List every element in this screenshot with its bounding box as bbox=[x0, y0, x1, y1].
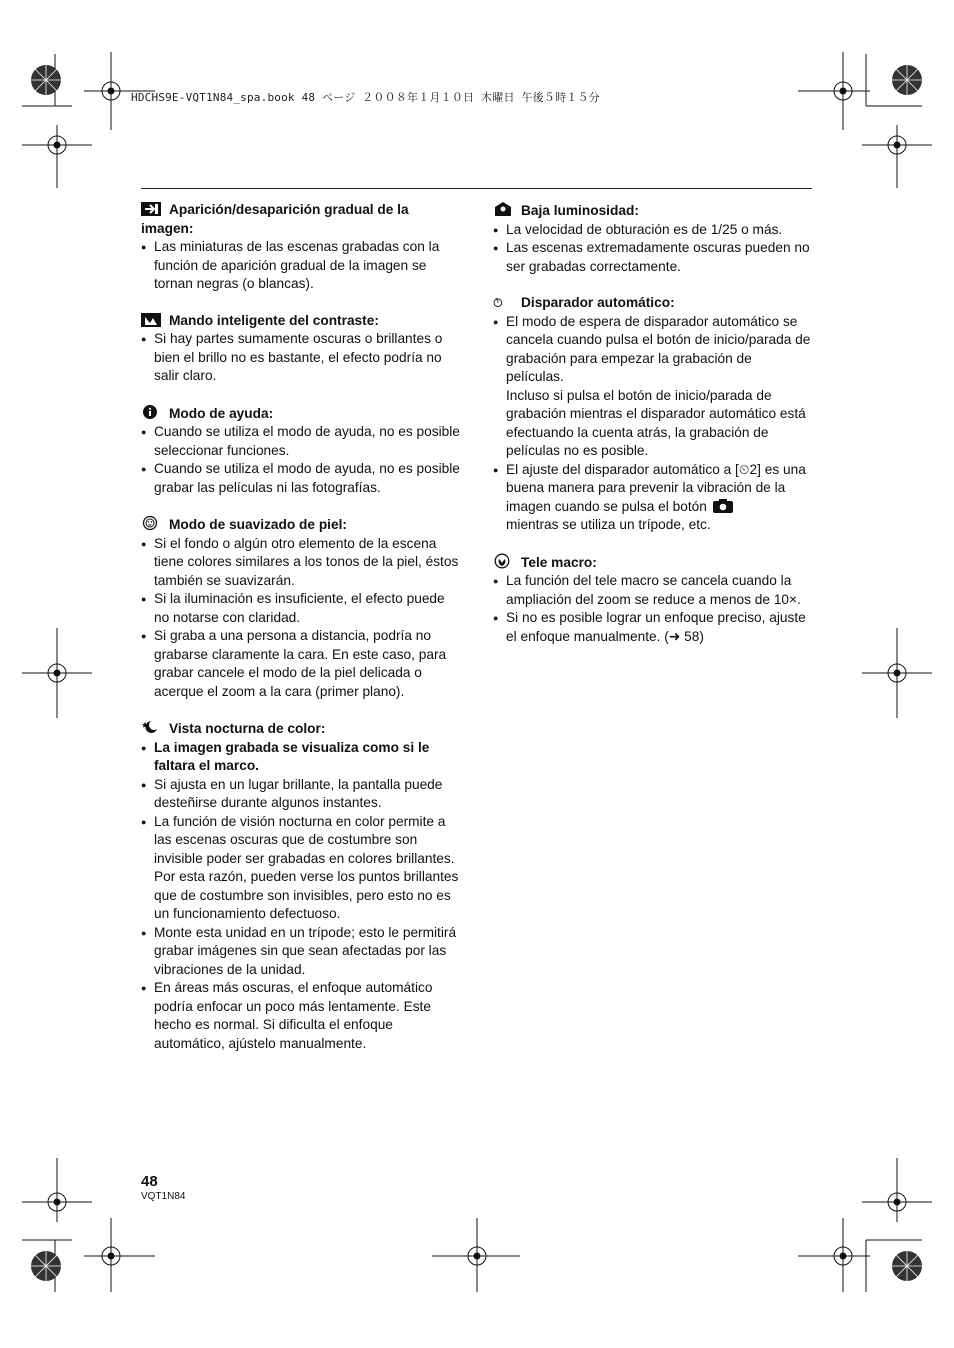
bullet-list bbox=[141, 535, 461, 702]
list-item-text: Si la iluminación es insuficiente, el efecto puede no notarse con claridad. bbox=[154, 591, 445, 625]
section-title bbox=[493, 294, 813, 313]
section bbox=[141, 719, 461, 1053]
camera-icon bbox=[713, 499, 733, 513]
document-code: VQT1N84 bbox=[141, 1191, 186, 1202]
low-light-icon bbox=[493, 201, 513, 215]
contrast-icon bbox=[141, 313, 161, 327]
self-timer-icon bbox=[493, 295, 513, 309]
section-title-text: Vista nocturna de color: bbox=[169, 721, 326, 736]
list-item-text: En áreas más oscuras, el enfoque automático podría enfocar un poco más lentamente. Este hecho es normal. Si dificulta el enfoque automático, ajústelo manualmente. bbox=[154, 980, 433, 1051]
list-item bbox=[493, 609, 813, 646]
section bbox=[141, 404, 461, 498]
list-item-text: Si no es posible lograr un enfoque preciso, ajuste el enfoque manualmente. (➜ 58) bbox=[506, 610, 806, 644]
list-item-text: La imagen grabada se visualiza como si le faltara el marco. bbox=[154, 739, 430, 773]
list-item-text: Las escenas extremadamente oscuras pueden no ser grabadas correctamente. bbox=[506, 240, 810, 274]
section-title bbox=[141, 719, 461, 739]
list-item bbox=[493, 221, 813, 240]
tele-macro-icon bbox=[493, 553, 513, 567]
list-item-text: Si graba a una persona a distancia, podría no grabarse claramente la cara. En este caso, para grabar cancele el modo de la piel delicada o acerque el zoom a la cara (primer plano). bbox=[154, 628, 447, 699]
section-title-text: Disparador automático: bbox=[521, 295, 675, 310]
section-title-text: Baja luminosidad: bbox=[521, 203, 639, 218]
section bbox=[141, 201, 461, 294]
help-icon bbox=[141, 404, 161, 418]
left-column bbox=[141, 201, 461, 1071]
list-item bbox=[493, 313, 813, 387]
list-item bbox=[141, 739, 461, 776]
section-title bbox=[141, 404, 461, 424]
list-item bbox=[493, 572, 813, 609]
skin-soften-icon bbox=[141, 515, 161, 529]
list-item-text: Monte esta unidad en un trípode; esto le permitirá grabar imágenes sin que sean afectadas por las vibraciones de la unidad. bbox=[154, 924, 457, 977]
section-title bbox=[493, 553, 813, 573]
section-title bbox=[493, 201, 813, 221]
header-rule bbox=[141, 188, 812, 189]
bullet-list bbox=[493, 572, 813, 646]
right-column bbox=[493, 201, 813, 664]
list-item bbox=[493, 461, 813, 535]
list-item-text: Incluso si pulsa el botón de inicio/parada de grabación mientras el disparador automático está efectuando la cuenta atrás, la grabación de películas no es posible. bbox=[506, 387, 806, 458]
print-header: HDCHS9E-VQT1N84_spa.book 48 ページ ２００８年１月１０日 木曜日 午後５時１５分 bbox=[131, 91, 600, 104]
fade-icon bbox=[141, 202, 161, 216]
section bbox=[493, 294, 813, 535]
list-item bbox=[141, 924, 461, 980]
list-item-text: El ajuste del disparador automático a [⏲2] es una buena manera para prevenir la vibración de la imagen cuando se pulsa el botón bbox=[506, 461, 806, 514]
bullet-list bbox=[493, 221, 813, 277]
list-item-text: El modo de espera de disparador automático se cancela cuando pulsa el botón de inicio/parada de grabación para empezar la grabación de películas. bbox=[506, 313, 811, 384]
section bbox=[493, 201, 813, 276]
list-item-text: La función de visión nocturna en color permite a las escenas oscuras que de costumbre son invisible poder ser grabadas en colores brillantes. Por esta razón, pueden verse los puntos brillantes que de costumbre son invisibles, pero esto no es un funcionamiento defectuoso. bbox=[154, 813, 459, 921]
section bbox=[141, 312, 461, 386]
section bbox=[493, 553, 813, 647]
list-item-text-tail: mientras se utiliza un trípode, etc. bbox=[506, 517, 711, 532]
list-item-text: Cuando se utiliza el modo de ayuda, no es posible grabar las películas ni las fotografías. bbox=[154, 461, 460, 495]
list-item-text: Si ajusta en un lugar brillante, la pantalla puede desteñirse durante algunos instantes. bbox=[154, 776, 443, 810]
section-title-text: Aparición/desaparición gradual de la imagen: bbox=[141, 202, 409, 236]
list-item bbox=[141, 776, 461, 813]
bullet-list bbox=[141, 423, 461, 497]
list-item bbox=[141, 423, 461, 460]
list-item bbox=[141, 460, 461, 497]
section-title bbox=[141, 201, 461, 238]
list-item-text: Cuando se utiliza el modo de ayuda, no es posible seleccionar funciones. bbox=[154, 424, 460, 458]
section-title bbox=[141, 515, 461, 535]
list-item bbox=[141, 627, 461, 701]
section bbox=[141, 515, 461, 701]
section-title-text: Tele macro: bbox=[521, 554, 597, 570]
section-title-text: Mando inteligente del contraste: bbox=[169, 312, 379, 328]
list-item-text: Las miniaturas de las escenas grabadas con la función de aparición gradual de la imagen se tornan negras (o blancas). bbox=[154, 239, 440, 291]
list-item bbox=[141, 813, 461, 924]
bullet-list bbox=[141, 739, 461, 1054]
page-number: 48 bbox=[141, 1173, 158, 1190]
list-item-text: La velocidad de obturación es de 1/25 o más. bbox=[506, 221, 783, 237]
section-title-text: Modo de suavizado de piel: bbox=[169, 517, 347, 532]
list-item-continuation bbox=[493, 387, 813, 461]
list-item bbox=[141, 590, 461, 627]
section-title-text: Modo de ayuda: bbox=[169, 405, 274, 421]
list-item bbox=[141, 238, 461, 294]
list-item-text: Si hay partes sumamente oscuras o brillantes o bien el brillo no es bastante, el efecto podría no salir claro. bbox=[154, 331, 443, 383]
night-color-icon bbox=[141, 719, 161, 733]
section-title bbox=[141, 312, 461, 331]
list-item bbox=[141, 330, 461, 386]
list-item bbox=[493, 239, 813, 276]
bullet-list bbox=[493, 313, 813, 535]
list-item bbox=[141, 535, 461, 591]
list-item bbox=[141, 979, 461, 1053]
list-item-text: La función del tele macro se cancela cuando la ampliación del zoom se reduce a menos de 10×. bbox=[506, 573, 801, 607]
list-item-text: Si el fondo o algún otro elemento de la escena tiene colores similares a los tonos de la piel, éstos también se suavizarán. bbox=[154, 535, 459, 588]
bullet-list bbox=[141, 238, 461, 294]
bullet-list bbox=[141, 330, 461, 386]
